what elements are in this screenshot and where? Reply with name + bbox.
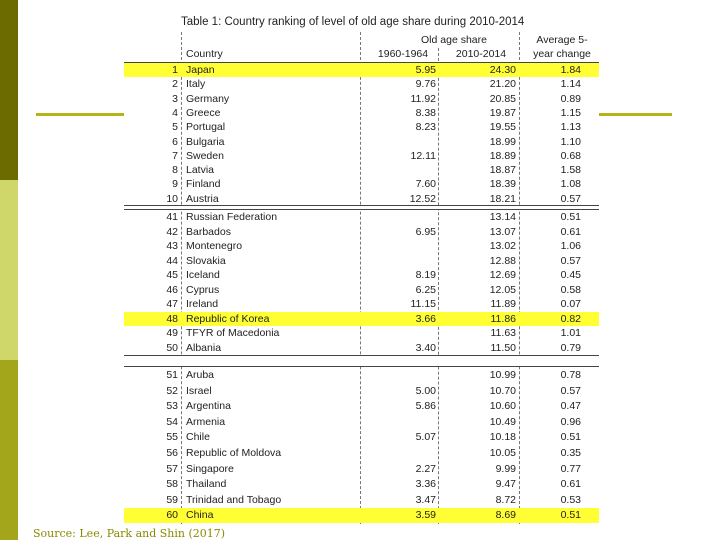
cell-y1960: 3.47 <box>415 493 436 506</box>
cell-y2010: 10.05 <box>489 447 516 459</box>
cell-country: China <box>186 509 214 522</box>
cell-y1960: 7.60 <box>415 178 436 191</box>
table-row <box>124 239 599 253</box>
cell-y2010: 12.69 <box>489 269 516 281</box>
accent-bar-middle <box>0 180 18 360</box>
table-row <box>124 77 599 91</box>
header-average-line1: Average 5- <box>536 34 588 46</box>
cell-avg: 1.06 <box>560 240 581 252</box>
cell-avg: 0.61 <box>560 225 581 238</box>
cell-rank: 50 <box>166 341 178 354</box>
accent-rule-left <box>36 113 128 116</box>
cell-y1960: 5.95 <box>415 64 436 76</box>
cell-rank: 47 <box>166 298 178 310</box>
table-row <box>124 149 599 163</box>
cell-country: Thailand <box>186 478 227 491</box>
cell-avg: 0.53 <box>560 493 581 506</box>
cell-avg: 1.58 <box>560 164 581 177</box>
cell-rank: 52 <box>166 384 178 397</box>
cell-y2010: 10.99 <box>489 369 516 381</box>
header-old-age-share: Old age share <box>421 34 487 46</box>
cell-rank: 54 <box>166 415 178 428</box>
cell-rank: 48 <box>166 312 178 325</box>
cell-y1960: 12.11 <box>410 149 436 162</box>
cell-y2010: 20.85 <box>489 92 516 105</box>
table-row <box>124 312 599 326</box>
cell-rank: 59 <box>166 493 178 506</box>
table-row <box>124 430 599 444</box>
cell-avg: 0.57 <box>560 192 581 205</box>
table-row <box>124 462 599 476</box>
cell-country: Chile <box>186 431 210 444</box>
cell-y2010: 21.20 <box>489 78 516 91</box>
cell-country: Trinidad and Tobago <box>186 493 282 506</box>
cell-rank: 7 <box>172 149 178 162</box>
cell-y1960: 3.36 <box>415 478 436 491</box>
cell-y1960: 11.92 <box>410 92 436 105</box>
ranking-table <box>124 14 599 525</box>
cell-y2010: 18.39 <box>489 178 516 191</box>
table-row <box>124 368 599 382</box>
cell-y2010: 10.60 <box>489 400 516 413</box>
cell-avg: 0.51 <box>560 211 581 223</box>
cell-avg: 0.79 <box>560 341 581 354</box>
cell-country: Bulgaria <box>186 135 225 148</box>
cell-avg: 0.78 <box>560 369 581 381</box>
cell-y2010: 18.87 <box>489 164 516 177</box>
table-row <box>124 415 599 429</box>
cell-y2010: 18.21 <box>489 192 516 205</box>
accent-bar-top <box>0 0 18 180</box>
cell-y1960: 3.59 <box>415 509 436 522</box>
cell-country: Russian Federation <box>186 211 278 223</box>
cell-country: Republic of Korea <box>186 312 270 325</box>
table-row <box>124 135 599 149</box>
cell-avg: 0.61 <box>560 478 581 491</box>
cell-y1960: 6.95 <box>415 225 436 238</box>
table-row <box>124 106 599 120</box>
cell-avg: 1.14 <box>560 78 581 91</box>
accent-bar-bottom <box>0 360 18 540</box>
table-row <box>124 399 599 413</box>
cell-country: Greece <box>186 106 221 119</box>
cell-country: Israel <box>186 384 212 397</box>
table-row <box>124 63 599 77</box>
cell-avg: 1.15 <box>560 106 581 119</box>
cell-y1960: 6.25 <box>415 283 436 296</box>
cell-country: TFYR of Macedonia <box>186 327 280 339</box>
cell-y1960: 12.52 <box>409 192 436 205</box>
cell-avg: 0.51 <box>560 509 581 522</box>
cell-country: Barbados <box>186 225 231 238</box>
table-row <box>124 493 599 507</box>
cell-y2010: 18.89 <box>489 149 516 162</box>
cell-avg: 0.47 <box>560 400 581 413</box>
cell-y2010: 10.70 <box>489 384 516 397</box>
cell-y2010: 18.99 <box>489 135 516 148</box>
cell-y1960: 8.19 <box>415 269 436 281</box>
cell-country: Cyprus <box>186 283 220 296</box>
cell-rank: 45 <box>166 269 178 281</box>
cell-y1960: 9.76 <box>415 78 436 91</box>
cell-avg: 1.10 <box>560 135 581 148</box>
cell-y1960: 11.15 <box>410 298 436 310</box>
table-row <box>124 254 599 268</box>
cell-country: Japan <box>186 64 215 76</box>
cell-y2010: 12.88 <box>489 254 516 267</box>
cell-y2010: 11.86 <box>490 312 516 325</box>
cell-rank: 60 <box>166 509 178 522</box>
cell-country: Singapore <box>186 462 234 475</box>
table-title: Table 1: Country ranking of level of old age share during 2010-2014 <box>181 16 525 28</box>
cell-country: Armenia <box>186 415 226 428</box>
section-rule-2b <box>124 366 599 367</box>
table-row <box>124 341 599 355</box>
table-row <box>124 297 599 311</box>
cell-y1960: 5.86 <box>415 400 436 413</box>
cell-avg: 1.84 <box>560 64 581 76</box>
cell-country: Montenegro <box>186 240 243 252</box>
header-country: Country <box>186 48 223 60</box>
cell-avg: 0.07 <box>560 298 581 310</box>
cell-y2010: 13.07 <box>489 225 516 238</box>
table-row <box>124 384 599 398</box>
table-row <box>124 192 599 206</box>
cell-rank: 51 <box>166 369 178 381</box>
table-row <box>124 210 599 224</box>
table-row <box>124 326 599 340</box>
table-row <box>124 163 599 177</box>
cell-country: Austria <box>186 192 219 205</box>
cell-rank: 10 <box>166 192 178 205</box>
cell-avg: 0.57 <box>560 254 581 267</box>
cell-rank: 5 <box>172 121 178 134</box>
cell-rank: 58 <box>166 478 178 491</box>
cell-country: Slovakia <box>186 254 226 267</box>
cell-avg: 1.13 <box>560 121 581 134</box>
cell-y1960: 2.27 <box>415 462 436 475</box>
table-row <box>124 477 599 491</box>
cell-avg: 0.68 <box>560 149 581 162</box>
cell-rank: 49 <box>166 327 178 339</box>
header-average-line2: year change <box>533 48 591 60</box>
table-row <box>124 283 599 297</box>
cell-avg: 0.45 <box>560 269 581 281</box>
cell-country: Germany <box>186 92 230 105</box>
cell-avg: 0.51 <box>560 431 581 444</box>
cell-avg: 0.82 <box>560 312 581 325</box>
cell-rank: 55 <box>166 431 178 444</box>
cell-y2010: 8.69 <box>495 509 516 522</box>
cell-y2010: 9.47 <box>495 478 516 491</box>
cell-country: Albania <box>186 341 222 354</box>
table-row <box>124 508 599 522</box>
cell-rank: 42 <box>166 225 178 238</box>
cell-country: Latvia <box>186 164 215 177</box>
cell-rank: 2 <box>172 78 178 91</box>
cell-country: Iceland <box>186 269 220 281</box>
cell-avg: 0.89 <box>560 92 581 105</box>
cell-avg: 0.35 <box>560 447 581 459</box>
cell-y1960: 8.38 <box>415 106 436 119</box>
cell-y2010: 10.18 <box>489 431 516 444</box>
cell-rank: 8 <box>172 164 178 177</box>
cell-y2010: 13.14 <box>489 211 516 223</box>
cell-avg: 1.01 <box>560 327 581 339</box>
header-2010-2014: 2010-2014 <box>455 48 507 60</box>
cell-avg: 0.96 <box>560 415 581 428</box>
cell-avg: 0.57 <box>560 384 581 397</box>
cell-avg: 1.08 <box>560 178 581 191</box>
cell-y2010: 8.72 <box>495 493 516 506</box>
header-1960-1964: 1960-1964 <box>377 48 429 60</box>
cell-y2010: 10.49 <box>489 415 516 428</box>
cell-country: Finland <box>186 178 221 191</box>
cell-y1960: 5.00 <box>415 384 436 397</box>
table-row <box>124 177 599 191</box>
cell-y2010: 19.87 <box>489 106 516 119</box>
cell-y1960: 8.23 <box>415 121 436 134</box>
cell-rank: 41 <box>166 211 178 223</box>
table-row <box>124 225 599 239</box>
cell-country: Argentina <box>186 400 231 413</box>
cell-rank: 46 <box>166 283 178 296</box>
cell-rank: 57 <box>166 462 178 475</box>
cell-country: Portugal <box>186 121 226 134</box>
cell-y2010: 11.89 <box>490 298 516 310</box>
cell-y2010: 24.30 <box>489 64 516 76</box>
table-row <box>124 446 599 460</box>
cell-rank: 4 <box>172 106 178 119</box>
cell-country: Republic of Moldova <box>186 447 282 459</box>
cell-y2010: 9.99 <box>495 462 516 475</box>
table-row <box>124 120 599 134</box>
cell-avg: 0.58 <box>560 283 581 296</box>
cell-rank: 53 <box>166 400 178 413</box>
cell-y1960: 5.07 <box>415 431 436 444</box>
section-rule-2a <box>124 355 599 356</box>
cell-y2010: 13.02 <box>489 240 516 252</box>
accent-rule-right <box>596 113 672 116</box>
cell-rank: 6 <box>172 135 178 148</box>
cell-country: Sweden <box>186 149 224 162</box>
cell-rank: 56 <box>166 447 178 459</box>
cell-country: Ireland <box>186 298 219 310</box>
cell-rank: 44 <box>166 254 178 267</box>
table-row <box>124 92 599 106</box>
cell-y1960: 3.66 <box>415 312 436 325</box>
source-citation: Source: Lee, Park and Shin (2017) <box>33 527 226 540</box>
cell-y2010: 19.55 <box>489 121 516 134</box>
cell-y1960: 3.40 <box>415 341 436 354</box>
cell-y2010: 12.05 <box>489 283 516 296</box>
table-row <box>124 268 599 282</box>
cell-rank: 43 <box>166 240 178 252</box>
cell-y2010: 11.50 <box>490 341 516 354</box>
cell-rank: 1 <box>172 64 178 76</box>
cell-rank: 9 <box>172 178 178 191</box>
cell-rank: 3 <box>172 92 178 105</box>
cell-country: Aruba <box>186 369 215 381</box>
cell-avg: 0.77 <box>560 462 581 475</box>
cell-y2010: 11.63 <box>490 327 516 339</box>
cell-country: Italy <box>186 78 206 91</box>
